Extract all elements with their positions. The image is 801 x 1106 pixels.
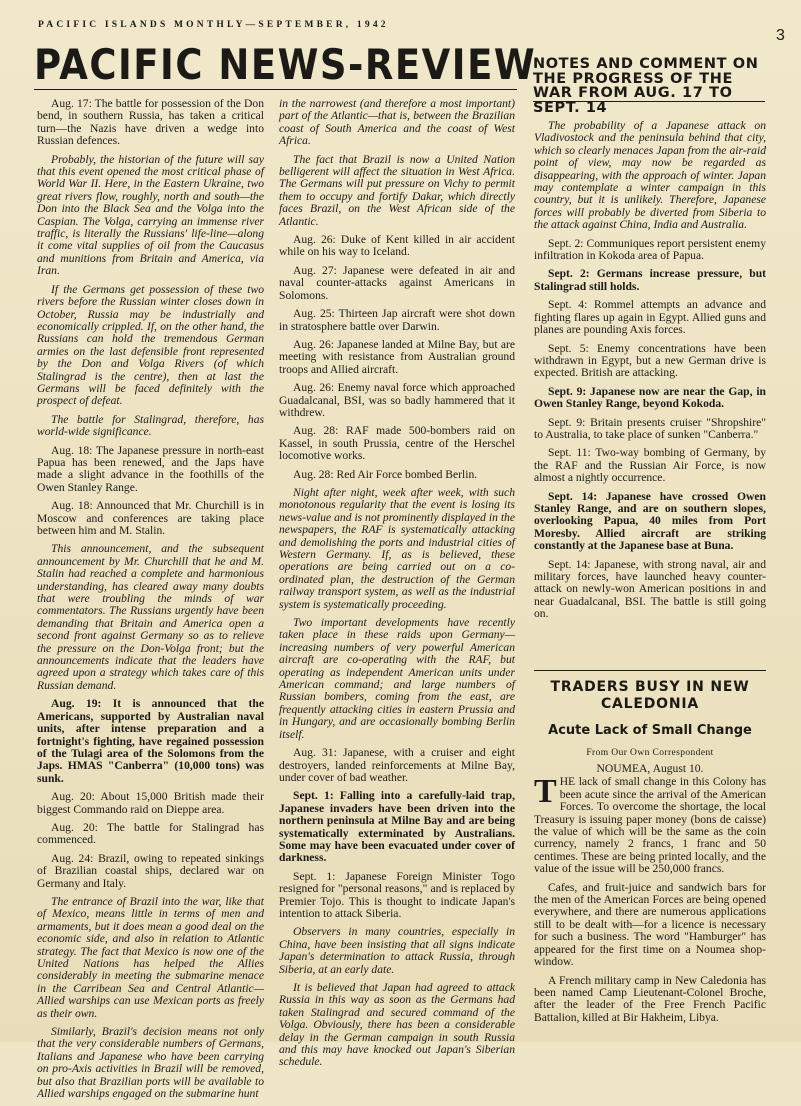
article-byline: From Our Own Correspondent bbox=[586, 748, 714, 758]
news-paragraph: Aug. 26: Japanese landed at Milne Bay, but are meeting with resistance from Australian ground troops and Allied aircraft. bbox=[279, 337, 515, 376]
news-paragraph: Sept. 9: Britain presents cruiser "Shropshire" to Australia, to take place of sunken "Canberra." bbox=[534, 415, 766, 441]
article-subtitle: Acute Lack of Small Change bbox=[548, 723, 752, 738]
news-paragraph: Aug. 28: RAF made 500-bombers raid on Kassel, in south Prussia, centre of the Herschel locomotive works. bbox=[279, 424, 515, 463]
news-paragraph: It is believed that Japan had agreed to attack Russia in this way as soon as the Germans had taken Stalingrad and secured command of the Volga. Obviously, there has been a considerable delay in the German campaign in south Russia and this may have knocked out Japan's Siberian schedule. bbox=[279, 981, 515, 1069]
news-paragraph: Aug. 24: Brazil, owing to repeated sinkings of Brazilian coastal ships, declared war on Germany and Italy. bbox=[37, 851, 264, 890]
column-1 bbox=[37, 98, 264, 1106]
article-lead bbox=[534, 773, 766, 876]
article-title: TRADERS BUSY IN NEW CALEDONIA bbox=[550, 679, 750, 712]
news-paragraph: Aug. 19: It is announced that the Americans, supported by Australian naval units, after intense preparation and a fortnight's fighting, have regained possession of the Tulagi area of the Solomons from the Japs. HMAS "Canberra" (10,000 tons) was sunk. bbox=[37, 697, 264, 785]
news-paragraph: Aug. 28: Red Air Force bombed Berlin. bbox=[293, 467, 478, 481]
masthead-rule bbox=[34, 89, 517, 90]
news-paragraph: Sept. 14: Japanese have crossed Owen Stanley Range, and are on southern slopes, overlooking Papua, 40 miles from Port Moresby. Allied aircraft are striking constantly at the Japanese base at Buna. bbox=[534, 489, 766, 553]
news-paragraph: Sept. 5: Enemy concentrations have been withdrawn in Egypt, but a new German drive is expected. British are attacking. bbox=[534, 341, 766, 380]
news-paragraph: Sept. 14: Japanese, with strong naval, air and military forces, have launched heavy counter-attack on newly-won American positions in and near Guadalcanal, BSI. The battle is still going on. bbox=[534, 557, 766, 621]
news-paragraph: The entrance of Brazil into the war, like that of Mexico, means little in terms of men and armaments, but it does mean a good deal on the economic side, and also in relation to Atlantic strategy. The fact that Mexico is now one of the United Nations has helped the Allies considerably in meeting the submarine menace in the Carribean Sea and Central Atlantic—Allied warships can use Mexican ports as freely as their own. bbox=[37, 894, 264, 1020]
news-paragraph: The fact that Brazil is now a United Nation belligerent will affect the situation in West Africa. The Germans will put pressure on Vichy to permit them to occupy and fortify Dakar, which directly faces Brazil, on the West African side of the Atlantic. bbox=[279, 152, 515, 228]
news-paragraph: Sept. 1: Falling into a carefully-laid trap, Japanese invaders have been driven into the northern peninsula at Milne Bay and are being systematically exterminated by Australians. Some may have been evacuated under cover of darkness. bbox=[279, 789, 515, 865]
column-3 bbox=[534, 120, 766, 627]
new-caledonia-article bbox=[534, 670, 766, 1030]
article-top-rule bbox=[534, 670, 766, 671]
news-paragraph: The probability of a Japanese attack on Vladivostock and the peninsula behind that city, which so clearly menaces Japan from the air-raid point of view, may now be regarded as disappearing, with the approach of winter. Japan may contemplate a winter campaign in this country, but it is unlikely. Therefore, Japanese forces will probably be diverted from Siberia to the attack against China, India and Australia. bbox=[534, 119, 766, 232]
news-paragraph: Probably, the historian of the future will say that this event opened the most critical phase of World War II. Here, in the Eastern Ukraine, two great rivers flow, roughly, north and south—the Don into the Black Sea and the Volga into the Caspian. The Volga, carrying an immense river traffic, is literally the Russians' life-line—along it come vital supplies of oil from the Caucasus and munitions from Britain and America, via Iran. bbox=[37, 152, 264, 278]
news-paragraph: This announcement, and the subsequent announcement by Mr. Churchill that he and M. Stalin had reached a complete and harmonious understanding, has cleared away many doubts that were troubling the minds of war commentators. The Russians urgently have been demanding that Britain and America open a second front against Germany so as to relieve the pressure on the Don-Volga front; but the announcements indicate that the leaders have agreed upon a strategy which takes care of this Russian demand. bbox=[37, 542, 264, 692]
news-paragraph: Aug. 18: Announced that Mr. Churchill is in Moscow and conferences are taking place between him and M. Stalin. bbox=[37, 499, 264, 537]
running-head: PACIFIC ISLANDS MONTHLY—SEPTEMBER, 1942 bbox=[38, 20, 389, 30]
article-body bbox=[534, 763, 766, 1024]
news-paragraph: in the narrowest (and therefore a most important) part of the Atlantic—that is, between the Brazilian coast of South America and the coast of West Africa. bbox=[279, 97, 515, 148]
news-paragraph: Aug. 31: Japanese, with a cruiser and eight destroyers, landed reinforcements at Milne Bay, under cover of bad weather. bbox=[279, 746, 515, 784]
drop-cap: T bbox=[534, 773, 557, 811]
article-dateline: NOUMEA, August 10. bbox=[596, 762, 704, 775]
news-paragraph: Sept. 2: Communiques report persistent enemy infiltration in Kokoda area of Papua. bbox=[534, 236, 766, 263]
news-paragraph: Aug. 25: Thirteen Jap aircraft were shot down in stratosphere battle over Darwin. bbox=[279, 307, 515, 333]
news-paragraph: Sept. 2: Germans increase pressure, but Stalingrad still holds. bbox=[534, 267, 766, 293]
news-paragraph: Aug. 17: The battle for possession of the Don bend, in southern Russia, has taken a critical turn—the Nazis have driven a wedge into Russian defences. bbox=[37, 97, 264, 148]
article-paragraph: Cafes, and fruit-juice and sandwich bars for the men of the American Forces are being opened everywhere, and there are numerous applications still to be dealt with—for a licence is necessary for such a business. The word "Hamburger" has appeared for the first time on a Noumea shop-window. bbox=[534, 880, 766, 969]
page-number: 3 bbox=[776, 27, 785, 44]
news-paragraph: Night after night, week after week, with such monotonous regularity that the event is losing its news-value and is not prominently displayed in the newspapers, the RAF is systematically attacking and demolishing the ports and industrial cities of Western Germany. If, as is believed, these operations are being carried out on a co-ordinated plan, the destruction of the German railway transport system, as well as the industrial system is systematically proceeding. bbox=[279, 485, 515, 611]
news-paragraph: Aug. 26: Enemy naval force which approached Guadalcanal, BSI, was so badly hammered that it withdrew. bbox=[279, 381, 515, 419]
notes-heading: NOTES AND COMMENT ON THE PROGRESS OF THE WAR FROM AUG. 17 TO SEPT. 14 bbox=[533, 56, 759, 116]
notes-heading-rule bbox=[533, 101, 765, 102]
news-paragraph: The battle for Stalingrad, therefore, has world-wide significance. bbox=[37, 412, 264, 439]
masthead-title: PACIFIC NEWS-REVIEW bbox=[34, 40, 537, 90]
article-paragraph: A French military camp in New Caledonia has been named Camp Lieutenant-Colonel Broche, after the leader of the Free French Pacific Battalion, killed at Bir Hakheim, Libya. bbox=[534, 973, 766, 1024]
column-2 bbox=[279, 98, 515, 1075]
news-paragraph: Sept. 11: Two-way bombing of Germany, by the RAF and the Russian Air Force, is now almost a nightly occurrence. bbox=[534, 446, 766, 485]
news-paragraph: Aug. 26: Duke of Kent killed in air accident while on his way to Iceland. bbox=[279, 233, 515, 259]
news-paragraph: Similarly, Brazil's decision means not only that the very considerable numbers of Germans, Italians and Japanese who have been carrying on pro-Axis activities in Brazil will be removed, but also that Brazilian ports will be available to Allied warships engaged on the submarine hunt bbox=[37, 1025, 264, 1101]
news-paragraph: Aug. 20: The battle for Stalingrad has commenced. bbox=[37, 820, 264, 847]
article-lead-text: HE lack of small change in this Colony has been acute since the arrival of the American Forces. To overcome the shortage, the local Treasury is issuing paper money (bons de caisse) the value of which will be the same as the coin currency, namely 2 francs, 1 franc and 50 centimes. These are being printed locally, and the value of the issue will be 250,000 francs. bbox=[534, 775, 766, 876]
news-paragraph: Aug. 18: The Japanese pressure in north-east Papua has been renewed, and the Japs have made a slight advance in the foothills of the Owen Stanley Range. bbox=[37, 443, 264, 494]
news-paragraph: Aug. 20: About 15,000 British made their biggest Commando raid on Dieppe area. bbox=[37, 790, 264, 816]
news-paragraph: Sept. 1: Japanese Foreign Minister Togo resigned for "personal reasons," and is replaced by Premier Tojo. This is thought to indicate Japan's intention to attack Siberia. bbox=[279, 869, 515, 920]
news-paragraph: Two important developments have recently taken place in these raids upon Germany—increasing numbers of very powerful American aircraft are co-operating with the RAF, but operating as independent American units under American command; and large numbers of Russian bombers, coming from the east, are frequently attacking cities in eastern Prussia and in Hungary, and are occasionally bombing Berlin itself. bbox=[279, 616, 515, 741]
news-paragraph: Aug. 27: Japanese were defeated in air and naval counter-attacks against Americans in Solomons. bbox=[279, 263, 515, 302]
news-paragraph: Sept. 9: Japanese now are near the Gap, in Owen Stanley Range, beyond Kokoda. bbox=[534, 384, 766, 411]
news-paragraph: If the Germans get possession of these two rivers before the Russian winter closes down in October, Russia may be industrially and economically crippled. If, on the other hand, the Russians can hold the tremendous German armies on the last defensible front represented by the Don and Volga Rivers (of which Stalingrad is the centre), then at last the Germans will be faced definitely with the prospect of defeat. bbox=[37, 282, 264, 408]
news-paragraph: Observers in many countries, especially in China, have been insisting that all signs indicate Japan's determination to attack Russia, through Siberia, at an early date. bbox=[279, 925, 515, 976]
news-paragraph: Sept. 4: Rommel attempts an advance and fighting flares up again in Egypt. Allied guns and planes are pounding Axis forces. bbox=[534, 298, 766, 337]
